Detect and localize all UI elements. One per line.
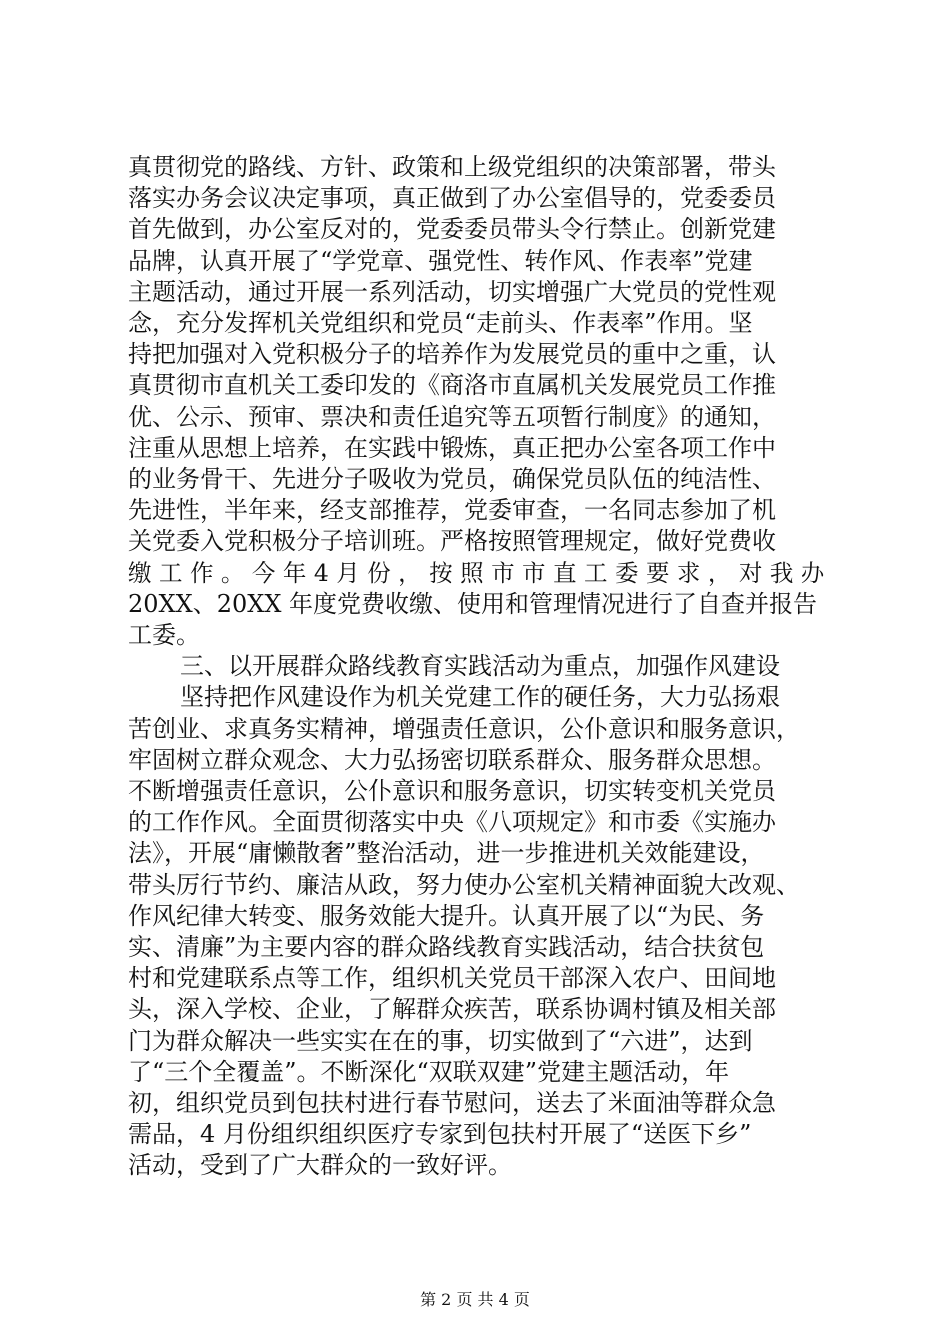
body-text-line: 门为群众解决一些实实在在的事，切实做到了“六进”，达到: [128, 1026, 753, 1055]
body-text-line: 主题活动，通过开展一系列活动，切实增强广大党员的党性观: [128, 277, 776, 306]
body-text-line: 品牌，认真开展了“学党章、强党性、转作风、作表率”党建: [128, 246, 753, 275]
body-text-line: 作风纪律大转变、服务效能大提升。认真开展了以“为民、务: [128, 901, 765, 930]
body-text-line: 注重从思想上培养，在实践中锻炼，真正把办公室各项工作中: [128, 433, 776, 462]
body-text-line: 真贯彻市直机关工委印发的《商洛市直属机关发展党员工作推: [128, 371, 776, 400]
body-text-line: 法》，开展“庸懒散奢”整治活动，进一步推进机关效能建设，: [128, 839, 765, 868]
body-text-line: 活动，受到了广大群众的一致好评。: [128, 1151, 512, 1180]
body-text-line: 落实办务会议决定事项，真正做到了办公室倡导的，党委委员: [128, 184, 776, 213]
body-text-line: 20XX、20XX 年度党费收缴、使用和管理情况进行了自查并报告: [128, 589, 818, 618]
body-text-line: 初，组织党员到包扶村进行春节慰问，送去了米面油等群众急: [128, 1089, 776, 1117]
body-text-line: 牢固树立群众观念、大力弘扬密切联系群众、服务群众思想。: [128, 745, 776, 774]
body-text-line: 带头厉行节约、廉洁从政，努力使办公室机关精神面貌大改观、: [128, 870, 800, 899]
body-text-line: 真贯彻党的路线、方针、政策和上级党组织的决策部署，带头: [128, 153, 776, 181]
body-text-line: 村和党建联系点等工作，组织机关党员干部深入农户、田间地: [128, 964, 776, 993]
body-text-line: 需品，4 月份组织组织医疗专家到包扶村开展了“送医下乡”: [128, 1120, 752, 1149]
body-text-line: 实、清廉”为主要内容的群众路线教育实践活动，结合扶贫包: [128, 933, 765, 961]
page-footer: 第 2 页 共 4 页: [420, 1290, 530, 1309]
body-text-line: 持把加强对入党积极分子的培养作为发展党员的重中之重，认: [128, 340, 776, 369]
body-text-line: 工委。: [128, 621, 200, 649]
body-text-line: 了“三个全覆盖”。不断深化“双联双建”党建主题活动，年: [128, 1057, 730, 1086]
body-text-line: 首先做到，办公室反对的，党委委员带头令行禁止。创新党建: [128, 215, 776, 244]
body-text-line: 头，深入学校、企业，了解群众疾苦，联系协调村镇及相关部: [128, 995, 776, 1024]
body-text-line: 的业务骨干、先进分子吸收为党员，确保党员队伍的纯洁性、: [128, 465, 776, 493]
paragraph-first-line: 坚持把作风建设作为机关党建工作的硬任务，大力弘扬艰: [180, 683, 780, 712]
section-heading: 三、以开展群众路线教育实践活动为重点，加强作风建设: [180, 652, 780, 681]
body-text-line: 缴 工 作 。 今 年 4 月 份 ， 按 照 市 市 直 工 委 要 求 ， 对 我 办: [128, 558, 825, 587]
body-text-line: 念，充分发挥机关党组织和党员“走前头、作表率”作用。坚: [128, 309, 753, 337]
body-text-line: 不断增强责任意识，公仆意识和服务意识，切实转变机关党员: [128, 777, 776, 805]
body-text-line: 优、公示、预审、票决和责任追究等五项暂行制度》的通知，: [128, 402, 776, 431]
body-text-line: 关党委入党积极分子培训班。严格按照管理规定，做好党费收: [128, 527, 776, 556]
body-text-line: 先进性，半年来，经支部推荐，党委审查，一名同志参加了机: [128, 496, 776, 525]
body-text-line: 的工作作风。全面贯彻落实中央《八项规定》和市委《实施办: [128, 808, 776, 837]
body-text-line: 苦创业、求真务实精神，增强责任意识，公仆意识和服务意识，: [128, 714, 800, 743]
